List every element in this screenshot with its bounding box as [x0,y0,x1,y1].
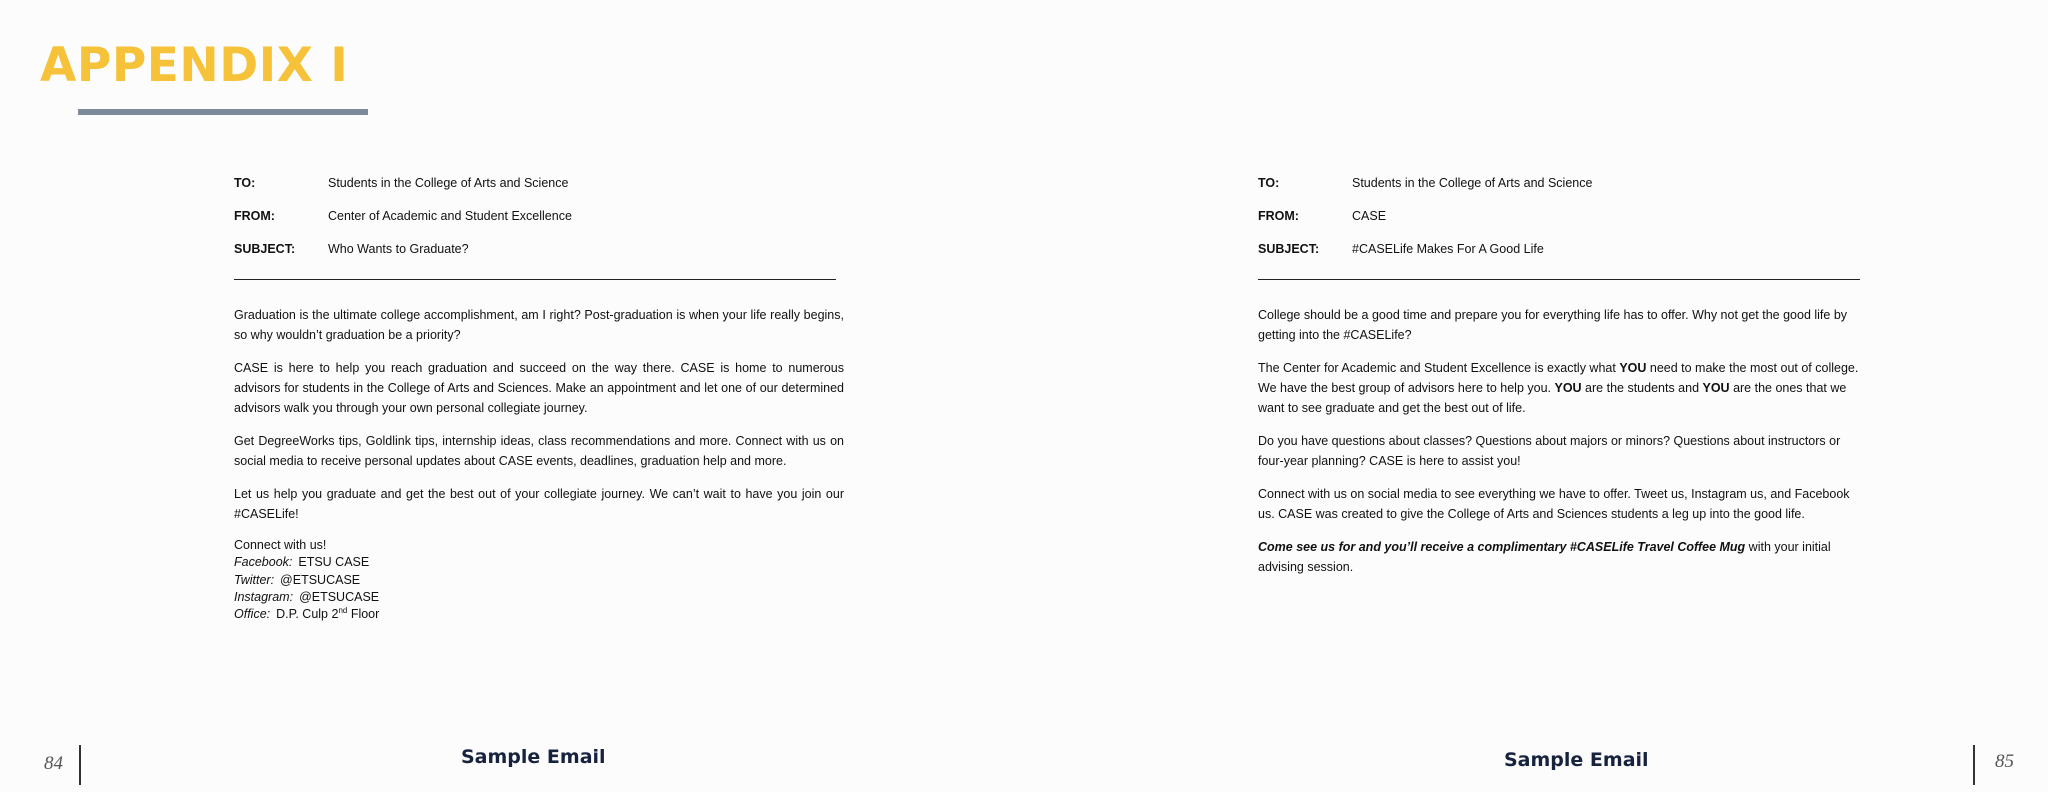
to-label: TO: [1258,176,1280,190]
sample-email-1 [234,173,844,623]
contact-twitter [234,572,844,589]
memo-to-row [234,173,844,206]
body-paragraph [1258,358,1868,418]
page-number: 85 [1995,751,2014,772]
text-run: with your initial advising session. [1258,540,1831,574]
office-label: Office: [234,607,271,622]
memo-subject-row [234,239,844,272]
instagram-label: Instagram: [234,589,294,604]
text-run: are the students and [1581,381,1703,395]
memo-divider [1258,279,1860,280]
subject-value: Who Wants to Graduate? [328,242,469,256]
memo-from-row [234,206,844,239]
body-paragraph: Do you have questions about classes? Questions about majors or minors? Questions about instructors or four-year planning? CASE is here to assist you! [1258,434,1841,468]
emphasis: YOU [1619,361,1647,375]
from-label: FROM: [234,209,275,223]
text-run: The Center for Academic and Student Excellence is exactly what [1258,361,1620,375]
offer-emphasis: Come see us for and you’ll receive a complimentary #CASELife Travel Coffee Mug [1258,540,1746,554]
facebook-value: ETSU CASE [298,555,370,570]
footer-divider [1973,745,1975,785]
contact-facebook [234,554,844,571]
body-paragraph: College should be a good time and prepare you for everything life has to offer. Why not get the good life by getting into the #CASELife? [1258,308,1848,342]
contact-intro: Connect with us! [234,538,327,552]
emphasis: YOU [1702,381,1730,395]
body-paragraph: Get DegreeWorks tips, Goldlink tips, internship ideas, class recommendations and more. Connect with us on social media to receive personal updates about CASE events, deadlines, graduation help and more. [234,434,844,468]
body-paragraph [1258,537,1868,577]
body-paragraph: CASE is here to help you reach graduation and succeed on the way there. CASE is home to numerous advisors for students in the College of Arts and Sciences. Make an appointment and let one of our determined advisors walk you through your own personal collegiate journey. [234,361,844,415]
appendix-title: APPENDIX I [40,38,349,93]
memo-to-row [1258,173,1868,206]
body-paragraph: Graduation is the ultimate college accomplishment, am I right? Post-graduation is when your life really begins, so why wouldn’t graduation be a priority? [234,308,844,342]
twitter-label: Twitter: [234,572,275,587]
twitter-value: @ETSUCASE [280,572,361,587]
emphasis: YOU [1554,381,1582,395]
body-paragraph: Connect with us on social media to see everything we have to offer. Tweet us, Instagram us, and Facebook us. CASE was created to give the College of Arts and Sciences students a leg up into the good life. [1258,487,1850,521]
facebook-label: Facebook: [234,555,293,570]
office-value: D.P. Culp 2 [276,607,339,622]
memo-divider [234,279,836,280]
from-label: FROM: [1258,209,1299,223]
body-paragraph: Let us help you graduate and get the best out of your collegiate journey. We can’t wait to have you join our #CASELife! [234,487,844,521]
text-run: are the ones that we want to see graduate and get the best out of life. [1258,381,1847,415]
contact-office [234,606,844,623]
from-value: Center of Academic and Student Excellence [328,209,572,223]
right-page [1024,0,2048,792]
office-floor: Floor [347,607,380,622]
memo-subject-row [1258,239,1868,272]
footer-label: Sample Email [1504,749,1649,771]
subject-value: #CASELife Makes For A Good Life [1352,242,1544,256]
contact-instagram [234,589,844,606]
subject-label: SUBJECT: [1258,242,1320,256]
title-underline [78,109,368,115]
sample-email-2 [1258,173,1868,590]
contact-block [234,537,844,623]
instagram-value: @ETSUCASE [299,589,380,604]
footer-label: Sample Email [461,746,606,768]
office-ordinal: nd [338,606,348,616]
to-value: Students in the College of Arts and Science [328,176,569,190]
from-value: CASE [1352,209,1387,223]
to-value: Students in the College of Arts and Science [1352,176,1593,190]
subject-label: SUBJECT: [234,242,296,256]
memo-from-row [1258,206,1868,239]
text-run: need to make the most out of college. We have the best group of advisors here to help you. [1258,361,1859,395]
footer-divider [79,745,81,785]
page-number: 84 [44,753,63,774]
to-label: TO: [234,176,256,190]
